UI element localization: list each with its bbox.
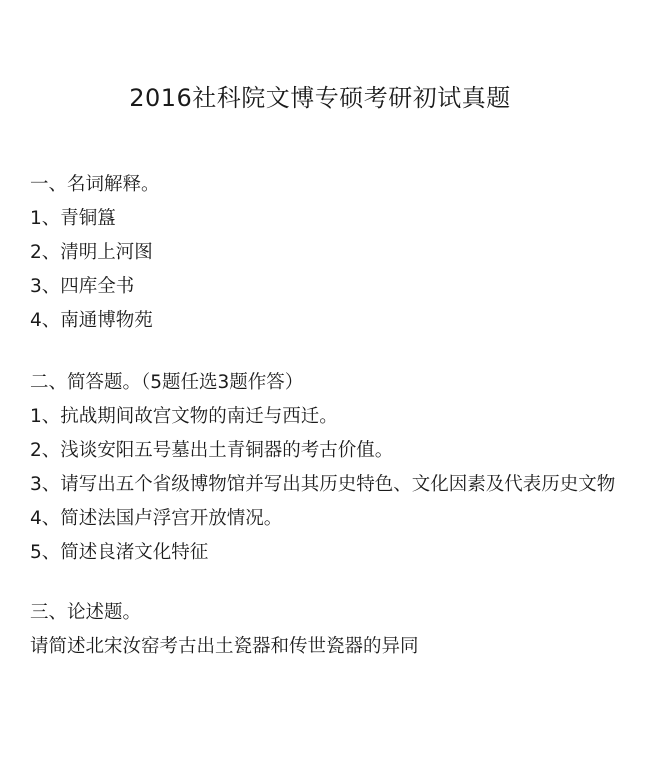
section-heading: 一、名词解释。 <box>30 174 160 195</box>
question-item: 1、抗战期间故宫文物的南迁与西迁。 <box>30 406 338 427</box>
question-item: 1、青铜簋 <box>30 208 116 229</box>
page-title: 2016社科院文博专硕考研初试真题 <box>129 84 511 112</box>
question-item: 4、简述法国卢浮宫开放情况。 <box>30 508 283 529</box>
section-heading: 三、论述题。 <box>30 602 142 623</box>
question-item: 请简述北宋汝窑考古出土瓷器和传世瓷器的异同 <box>30 636 419 657</box>
question-item: 3、请写出五个省级博物馆并写出其历史特色、文化因素及代表历史文物 <box>30 474 616 495</box>
question-item: 3、四库全书 <box>30 276 135 297</box>
question-item: 4、南通博物苑 <box>30 310 153 331</box>
question-item: 2、清明上河图 <box>30 242 153 263</box>
section-terms <box>30 168 650 338</box>
section-heading: 二、简答题。（5题任选3题作答） <box>30 372 304 393</box>
question-item: 5、简述良渚文化特征 <box>30 542 209 563</box>
question-item: 2、浅谈安阳五号墓出土青铜器的考古价值。 <box>30 440 394 461</box>
section-essay <box>30 596 650 664</box>
section-short-answer <box>30 366 650 570</box>
